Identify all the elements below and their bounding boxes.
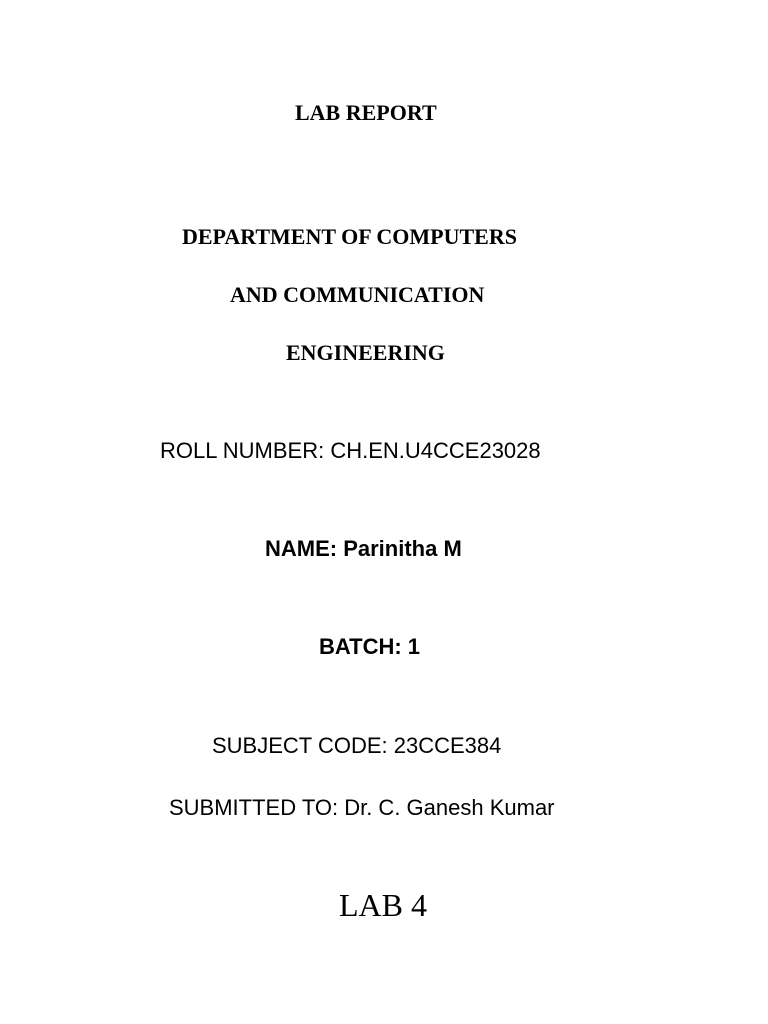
submitted-to: SUBMITTED TO: Dr. C. Ganesh Kumar: [169, 795, 555, 820]
department-line-1: DEPARTMENT OF COMPUTERS: [182, 224, 517, 249]
student-name: NAME: Parinitha M: [265, 536, 462, 561]
roll-number: ROLL NUMBER: CH.EN.U4CCE23028: [160, 438, 541, 463]
report-title: LAB REPORT: [295, 100, 437, 125]
department-line-2: AND COMMUNICATION: [230, 282, 485, 307]
department-line-3: ENGINEERING: [286, 340, 445, 365]
subject-code: SUBJECT CODE: 23CCE384: [212, 733, 502, 758]
lab-number: LAB 4: [339, 887, 427, 923]
batch: BATCH: 1: [319, 634, 421, 659]
